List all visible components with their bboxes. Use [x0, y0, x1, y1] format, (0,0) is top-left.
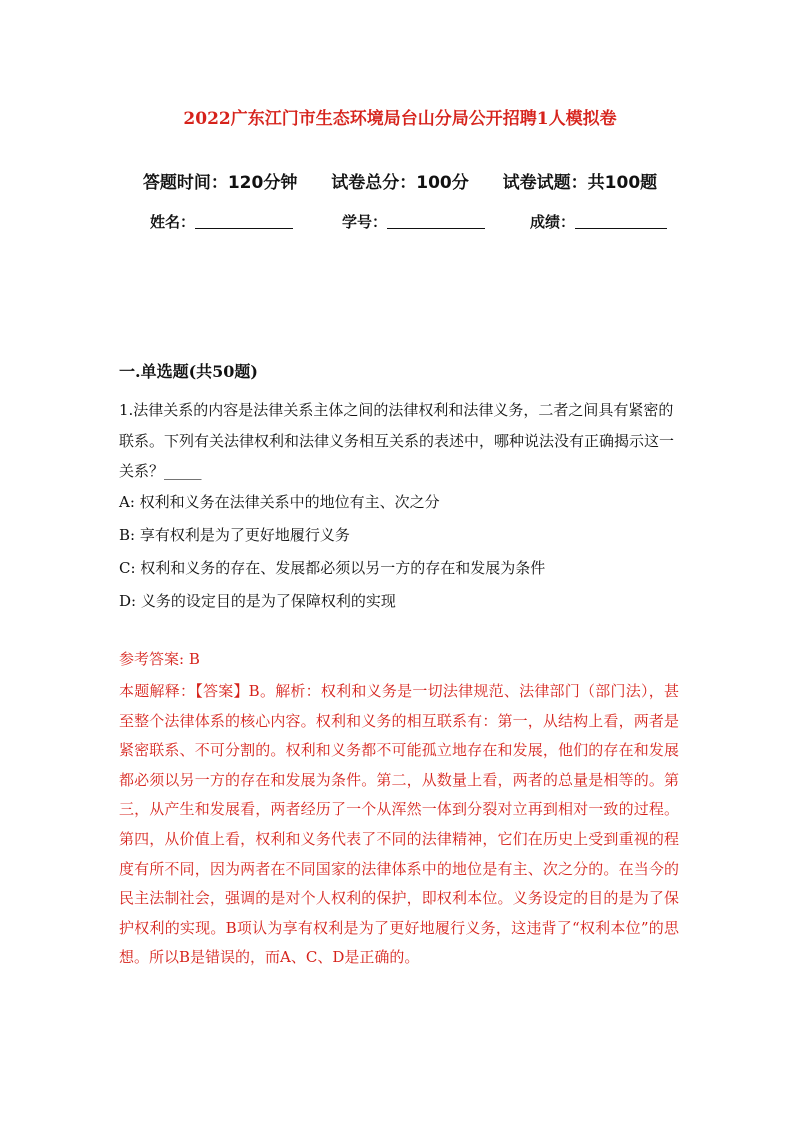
name-field[interactable]	[150, 211, 293, 232]
option-b[interactable]: B: 享有权利是为了更好地履行义务	[119, 526, 350, 544]
exam-total-score: 试卷总分：100分	[331, 173, 469, 193]
option-list	[119, 486, 679, 618]
reference-answer: 参考答案: B	[119, 650, 200, 668]
grade-blank[interactable]	[575, 214, 667, 229]
exam-question-count: 试卷试题：共100题	[502, 173, 658, 193]
name-blank[interactable]	[195, 214, 293, 229]
exam-time: 答题时间：120分钟	[142, 173, 298, 193]
section-heading: 一.单选题(共50题)	[119, 362, 258, 381]
name-label: 姓名：	[150, 213, 196, 231]
answer-explanation: 本题解释：【答案】B。解析：权利和义务是一切法律规范、法律部门（部门法），甚至整个法律体系的核心内容。权利和义务的相互联系有：第一，从结构上看，两者是紧密联系、不可分割的。权利和义务都不可能孤立地存在和发展，他们的存在和发展都必须以另一方的存在和发展为条件。第二，从数量上看，两者的总量是相等的。第三，从产生和发展看，两者经历了一个从浑然一体到分裂对立再到相对一致的过程。第四，从价值上看，权利和义务代表了不同的法律精神，它们在历史上受到重视的程度有所不同，因为两者在不同国家的法律体系中的地位是有主、次之分的。在当今的民主法制社会，强调的是对个人权利的保护，即权利本位。义务设定的目的是为了保护权利的实现。B项认为享有权利是为了更好地履行义务，这违背了“权利本位”的思想。所以B是错误的，而A、C、D是正确的。	[119, 682, 679, 967]
option-c[interactable]: C: 权利和义务的存在、发展都必须以另一方的存在和发展为条件	[119, 559, 546, 577]
option-d[interactable]: D: 义务的设定目的是为了保障权利的实现	[119, 592, 396, 610]
option-a[interactable]: A: 权利和义务在法律关系中的地位有主、次之分	[119, 493, 440, 511]
exam-meta	[0, 168, 800, 193]
grade-label: 成绩：	[530, 213, 576, 231]
page-title: 2022广东江门市生态环境局台山分局公开招聘1人模拟卷	[183, 109, 617, 129]
student-id-field[interactable]	[342, 211, 485, 232]
student-id-label: 学号：	[342, 213, 388, 231]
grade-field[interactable]	[530, 211, 667, 232]
question-text: 1.法律关系的内容是法律关系主体之间的法律权利和法律义务，二者之间具有紧密的联系。下列有关法律权利和法律义务相互关系的表述中，哪种说法没有正确揭示这一关系？_____	[119, 401, 675, 480]
student-id-blank[interactable]	[387, 214, 485, 229]
